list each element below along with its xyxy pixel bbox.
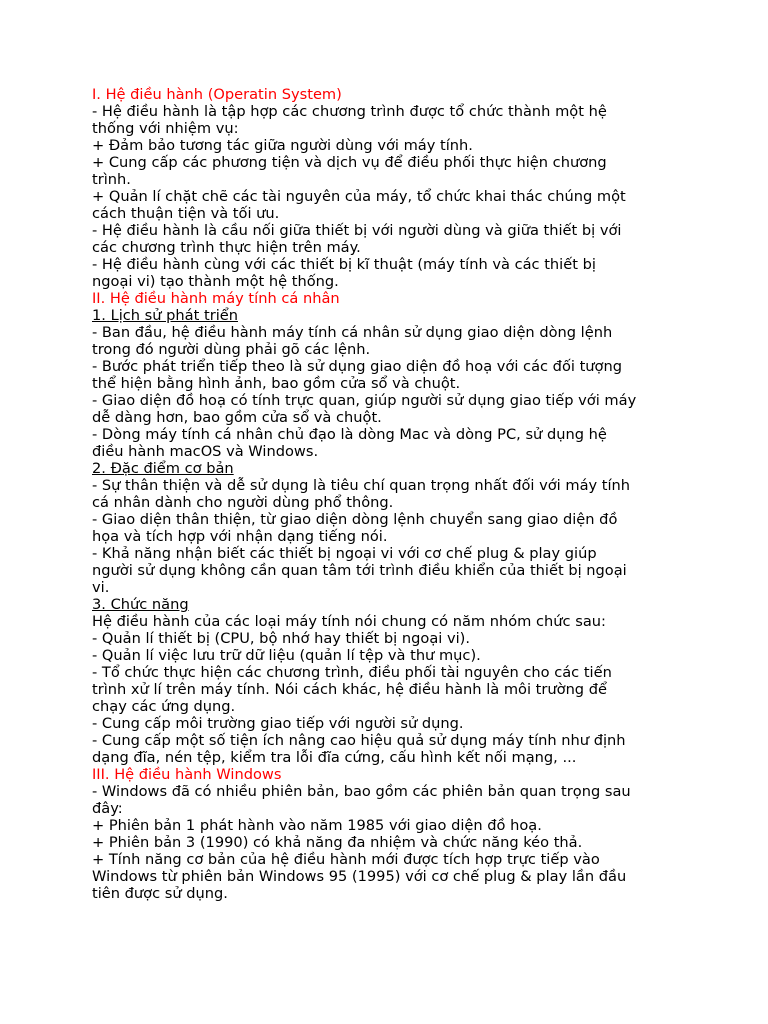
body-text-line: - Ban đầu, hệ điều hành máy tính cá nhân sử dụng giao diện dòng lệnh: [92, 324, 613, 341]
section-heading: I. Hệ điều hành (Operatin System): [92, 86, 342, 103]
body-text-line: tiên được sử dụng.: [92, 885, 228, 902]
body-text-line: + Quản lí chặt chẽ các tài nguyên của máy, tổ chức khai thác chúng một: [92, 188, 626, 205]
body-text-line: - Sự thân thiện và dễ sử dụng là tiêu chí quan trọng nhất đối với máy tính: [92, 477, 631, 494]
section-heading: II. Hệ điều hành máy tính cá nhân: [92, 290, 340, 307]
body-text-line: cá nhân dành cho người dùng phổ thông.: [92, 494, 394, 511]
body-text-line: - Tổ chức thực hiện các chương trình, điều phối tài nguyên cho các tiến: [92, 664, 612, 681]
body-text-line: - Bước phát triển tiếp theo là sử dụng giao diện đồ hoạ với các đối tượng: [92, 358, 622, 375]
body-text-line: - Quản lí thiết bị (CPU, bộ nhớ hay thiết bị ngoại vi).: [92, 630, 470, 647]
body-text-line: ngoại vi) tạo thành một hệ thống.: [92, 273, 339, 290]
body-text-line: trình.: [92, 171, 131, 188]
body-text-line: các chương trình thực hiện trên máy.: [92, 239, 361, 256]
body-text-line: thể hiện bằng hình ảnh, bao gồm cửa sổ và chuột.: [92, 375, 461, 392]
body-text-line: - Khả năng nhận biết các thiết bị ngoại vi với cơ chế plug & play giúp: [92, 545, 597, 562]
body-text-line: cách thuận tiện và tối ưu.: [92, 205, 280, 222]
body-text-line: + Đảm bảo tương tác giữa người dùng với máy tính.: [92, 137, 473, 154]
body-text-line: + Tính năng cơ bản của hệ điều hành mới được tích hợp trực tiếp vào: [92, 851, 600, 868]
body-text-line: - Windows đã có nhiều phiên bản, bao gồm các phiên bản quan trọng sau: [92, 783, 631, 800]
body-text-line: trình xử lí trên máy tính. Nói cách khác, hệ điều hành là môi trường để: [92, 681, 607, 698]
body-text-line: trong đó người dùng phải gõ các lệnh.: [92, 341, 371, 358]
document-body: [92, 86, 692, 902]
body-text-line: họa và tích hợp với nhận dạng tiếng nói.: [92, 528, 388, 545]
section-heading: III. Hệ điều hành Windows: [92, 766, 282, 783]
body-text-line: + Phiên bản 1 phát hành vào năm 1985 với giao diện đồ hoạ.: [92, 817, 542, 834]
body-text-line: - Cung cấp môi trường giao tiếp với người sử dụng.: [92, 715, 464, 732]
body-text-line: - Hệ điều hành cùng với các thiết bị kĩ thuật (máy tính và các thiết bị: [92, 256, 596, 273]
body-text-line: - Cung cấp một số tiện ích nâng cao hiệu quả sử dụng máy tính như định: [92, 732, 626, 749]
body-text-line: chạy các ứng dụng.: [92, 698, 236, 715]
body-text-line: người sử dụng không cần quan tâm tới trình điều khiển của thiết bị ngoại: [92, 562, 627, 579]
body-text-line: Hệ điều hành của các loại máy tính nói chung có năm nhóm chức sau:: [92, 613, 606, 630]
body-text-line: dạng đĩa, nén tệp, kiểm tra lỗi đĩa cứng, cấu hình kết nối mạng, ...: [92, 749, 577, 766]
body-text-line: dễ dàng hơn, bao gồm cửa sổ và chuột.: [92, 409, 382, 426]
body-text-line: - Quản lí việc lưu trữ dữ liệu (quản lí tệp và thư mục).: [92, 647, 481, 664]
subsection-heading: 2. Đặc điểm cơ bản: [92, 460, 234, 477]
subsection-heading: 1. Lịch sử phát triển: [92, 307, 238, 324]
body-text-line: Windows từ phiên bản Windows 95 (1995) với cơ chế plug & play lần đầu: [92, 868, 627, 885]
body-text-line: + Cung cấp các phương tiện và dịch vụ để điều phối thực hiện chương: [92, 154, 607, 171]
body-text-line: vi.: [92, 579, 110, 596]
body-text-line: - Hệ điều hành là cầu nối giữa thiết bị với người dùng và giữa thiết bị với: [92, 222, 622, 239]
body-text-line: - Giao diện thân thiện, từ giao diện dòng lệnh chuyển sang giao diện đồ: [92, 511, 618, 528]
body-text-line: thống với nhiệm vụ:: [92, 120, 239, 137]
body-text-line: - Hệ điều hành là tập hợp các chương trình được tổ chức thành một hệ: [92, 103, 607, 120]
body-text-line: điều hành macOS và Windows.: [92, 443, 319, 460]
body-text-line: - Dòng máy tính cá nhân chủ đạo là dòng Mac và dòng PC, sử dụng hệ: [92, 426, 607, 443]
body-text-line: + Phiên bản 3 (1990) có khả năng đa nhiệm và chức năng kéo thả.: [92, 834, 583, 851]
body-text-line: - Giao diện đồ hoạ có tính trực quan, giúp người sử dụng giao tiếp với máy: [92, 392, 637, 409]
subsection-heading: 3. Chức năng: [92, 596, 189, 613]
body-text-line: đây:: [92, 800, 123, 817]
